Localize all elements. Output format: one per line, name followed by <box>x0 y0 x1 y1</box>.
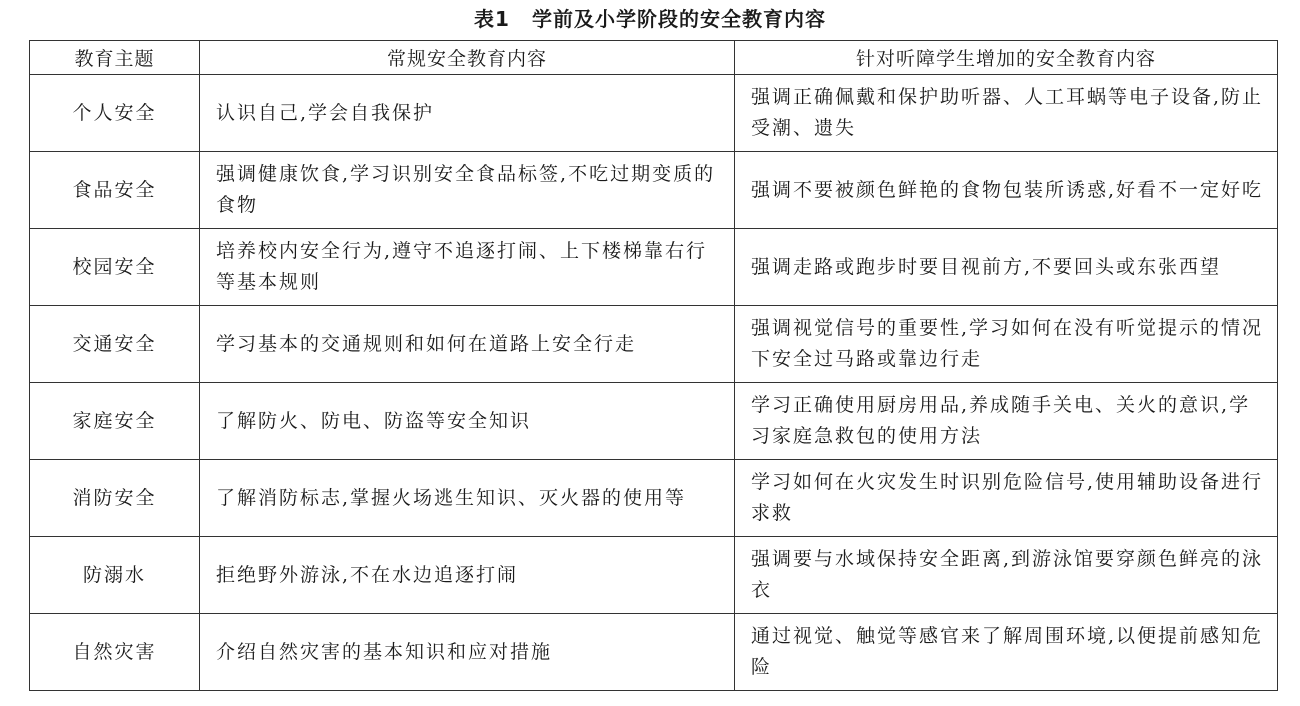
table-row <box>30 152 1278 229</box>
topic-cell: 防溺水 <box>30 537 200 614</box>
safety-education-table <box>29 40 1278 691</box>
table-row <box>30 383 1278 460</box>
hearing-impaired-content-cell: 学习如何在火灾发生时识别危险信号,使用辅助设备进行求救 <box>735 460 1278 537</box>
regular-content-cell: 培养校内安全行为,遵守不追逐打闹、上下楼梯靠右行等基本规则 <box>200 229 735 306</box>
regular-content-cell: 了解消防标志,掌握火场逃生知识、灭火器的使用等 <box>200 460 735 537</box>
hearing-impaired-content-cell: 学习正确使用厨房用品,养成随手关电、关火的意识,学习家庭急救包的使用方法 <box>735 383 1278 460</box>
table-row <box>30 229 1278 306</box>
regular-content-cell: 学习基本的交通规则和如何在道路上安全行走 <box>200 306 735 383</box>
header-topic: 教育主题 <box>30 41 200 75</box>
table-row <box>30 75 1278 152</box>
regular-content-cell: 强调健康饮食,学习识别安全食品标签,不吃过期变质的食物 <box>200 152 735 229</box>
hearing-impaired-content-cell: 强调不要被颜色鲜艳的食物包装所诱惑,好看不一定好吃 <box>735 152 1278 229</box>
regular-content-cell: 认识自己,学会自我保护 <box>200 75 735 152</box>
header-row <box>30 41 1278 75</box>
header-regular-content: 常规安全教育内容 <box>200 41 735 75</box>
hearing-impaired-content-cell: 强调走路或跑步时要目视前方,不要回头或东张西望 <box>735 229 1278 306</box>
topic-cell: 个人安全 <box>30 75 200 152</box>
table-row <box>30 537 1278 614</box>
regular-content-cell: 了解防火、防电、防盗等安全知识 <box>200 383 735 460</box>
hearing-impaired-content-cell: 强调视觉信号的重要性,学习如何在没有听觉提示的情况下安全过马路或靠边行走 <box>735 306 1278 383</box>
table-caption <box>0 4 1300 34</box>
header-hearing-impaired-content: 针对听障学生增加的安全教育内容 <box>735 41 1278 75</box>
table-row <box>30 614 1278 691</box>
topic-cell: 消防安全 <box>30 460 200 537</box>
table-row <box>30 460 1278 537</box>
topic-cell: 家庭安全 <box>30 383 200 460</box>
regular-content-cell: 拒绝野外游泳,不在水边追逐打闹 <box>200 537 735 614</box>
table-number: 表1 <box>474 7 510 31</box>
table-row <box>30 306 1278 383</box>
hearing-impaired-content-cell: 强调要与水域保持安全距离,到游泳馆要穿颜色鲜亮的泳衣 <box>735 537 1278 614</box>
topic-cell: 食品安全 <box>30 152 200 229</box>
hearing-impaired-content-cell: 通过视觉、触觉等感官来了解周围环境,以便提前感知危险 <box>735 614 1278 691</box>
topic-cell: 校园安全 <box>30 229 200 306</box>
topic-cell: 自然灾害 <box>30 614 200 691</box>
topic-cell: 交通安全 <box>30 306 200 383</box>
hearing-impaired-content-cell: 强调正确佩戴和保护助听器、人工耳蜗等电子设备,防止受潮、遗失 <box>735 75 1278 152</box>
regular-content-cell: 介绍自然灾害的基本知识和应对措施 <box>200 614 735 691</box>
table-title: 学前及小学阶段的安全教育内容 <box>531 7 826 31</box>
